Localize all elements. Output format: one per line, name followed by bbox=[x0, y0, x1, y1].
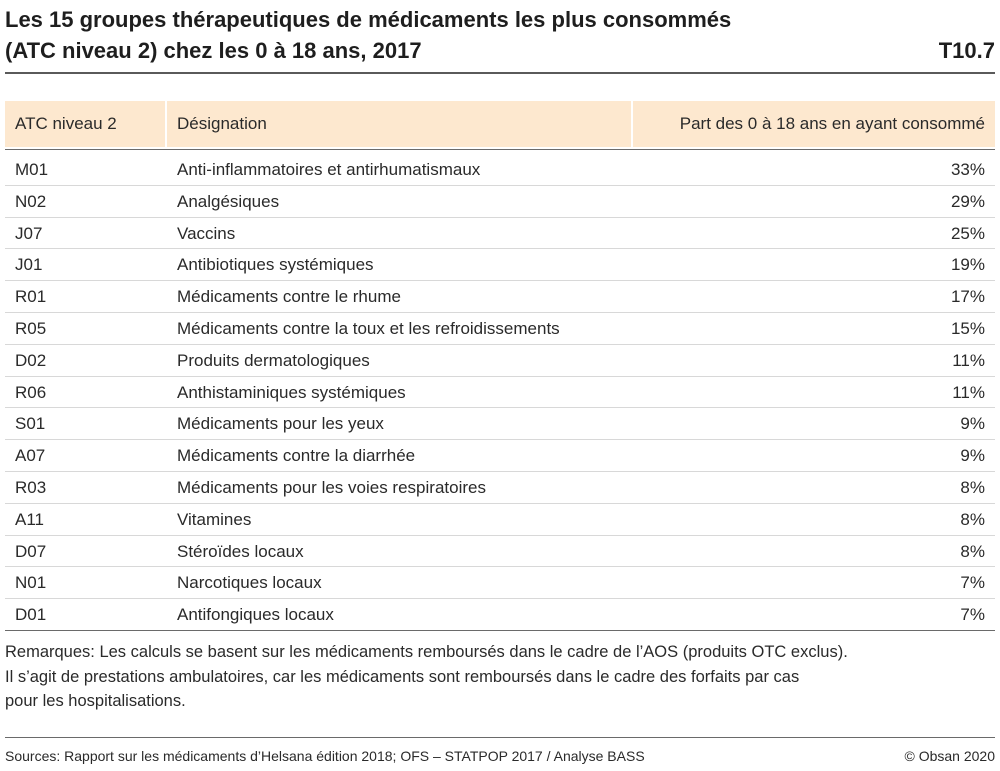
atc-code-cell: R01 bbox=[15, 287, 47, 307]
designation-cell: Antibiotiques systémiques bbox=[177, 255, 374, 275]
column-header-code: ATC niveau 2 bbox=[15, 114, 117, 133]
table-row bbox=[5, 186, 995, 218]
remarks-line-2: Il s’agit de prestations ambulatoires, car les médicaments sont remboursés dans le cadre des forfaits par cas bbox=[5, 667, 800, 686]
atc-code-cell: D01 bbox=[15, 605, 47, 625]
designation-cell: Anti-inflammatoires et antirhumatismaux bbox=[177, 160, 481, 179]
designation-cell: Vaccins bbox=[177, 223, 236, 243]
share-cell: 11% bbox=[952, 350, 985, 370]
share-cell: 19% bbox=[950, 255, 985, 275]
remarks bbox=[5, 640, 995, 714]
table-row bbox=[5, 313, 995, 345]
share-cell: 11% bbox=[952, 382, 985, 402]
atc-code-cell: A11 bbox=[15, 509, 44, 529]
table-row bbox=[5, 504, 995, 536]
page-title bbox=[5, 4, 855, 66]
share-cell: 8% bbox=[960, 477, 985, 497]
table-row bbox=[5, 281, 995, 313]
column-divider bbox=[631, 101, 633, 147]
atc-code-cell: A07 bbox=[15, 446, 46, 466]
designation-cell: Produits dermatologiques bbox=[177, 350, 370, 370]
table-row bbox=[5, 345, 995, 377]
atc-code-cell: R06 bbox=[15, 382, 47, 402]
table-row bbox=[5, 472, 995, 504]
designation-cell: Médicaments pour les yeux bbox=[177, 414, 384, 434]
share-cell: 9% bbox=[960, 446, 985, 466]
share-cell: 7% bbox=[960, 605, 985, 625]
table-row bbox=[5, 377, 995, 409]
header-rule bbox=[5, 149, 995, 150]
atc-code-cell: S01 bbox=[15, 414, 46, 434]
column-header-row bbox=[5, 101, 995, 147]
atc-code-cell: D02 bbox=[15, 350, 47, 370]
share-cell: 25% bbox=[950, 223, 985, 243]
table-header bbox=[5, 2, 995, 74]
share-cell: 33% bbox=[950, 160, 985, 179]
column-header-designation: Désignation bbox=[177, 114, 267, 133]
designation-cell: Médicaments contre la diarrhée bbox=[177, 446, 416, 466]
table-body bbox=[5, 154, 995, 631]
share-cell: 8% bbox=[960, 541, 985, 561]
share-cell: 29% bbox=[950, 191, 985, 211]
designation-cell: Antifongiques locaux bbox=[177, 605, 334, 625]
designation-cell: Vitamines bbox=[177, 509, 252, 529]
table-row bbox=[5, 249, 995, 281]
share-cell: 15% bbox=[950, 318, 985, 338]
atc-code-cell: J01 bbox=[15, 255, 43, 275]
atc-code-cell: M01 bbox=[15, 160, 49, 179]
table-row bbox=[5, 408, 995, 440]
atc-code-cell: N01 bbox=[15, 573, 47, 593]
designation-cell: Narcotiques locaux bbox=[177, 573, 322, 593]
title-line-2: (ATC niveau 2) chez les 0 à 18 ans, 2017 bbox=[5, 38, 422, 63]
table-row bbox=[5, 599, 995, 631]
atc-code-cell: R05 bbox=[15, 318, 47, 338]
atc-code-cell: R03 bbox=[15, 477, 47, 497]
copyright: © Obsan 2020 bbox=[904, 748, 995, 764]
share-cell: 9% bbox=[960, 414, 985, 434]
designation-cell: Analgésiques bbox=[177, 191, 280, 211]
designation-cell: Médicaments pour les voies respiratoires bbox=[177, 477, 486, 497]
atc-code-cell: J07 bbox=[15, 223, 43, 243]
footer-rule bbox=[5, 737, 995, 738]
table-row bbox=[5, 440, 995, 472]
remarks-line-3: pour les hospitalisations. bbox=[5, 692, 186, 710]
table-row bbox=[5, 218, 995, 250]
share-cell: 7% bbox=[960, 573, 985, 593]
share-cell: 8% bbox=[960, 509, 985, 529]
remarks-line-1: Remarques: Les calculs se basent sur les médicaments remboursés dans le cadre de l’AOS (produits OTC exclus). bbox=[5, 643, 848, 661]
atc-code-cell: N02 bbox=[15, 191, 47, 211]
designation-cell: Anthistaminiques systémiques bbox=[177, 382, 406, 402]
sources-note: Sources: Rapport sur les médicaments d’Helsana édition 2018; OFS – STATPOP 2017 / Analyse BASS bbox=[5, 748, 645, 764]
column-header-share: Part des 0 à 18 ans en ayant consommé bbox=[679, 114, 985, 133]
column-divider bbox=[165, 101, 167, 147]
designation-cell: Médicaments contre la toux et les refroidissements bbox=[177, 318, 560, 338]
table-row bbox=[5, 567, 995, 599]
table-id: T10.7 bbox=[938, 38, 995, 63]
designation-cell: Stéroïdes locaux bbox=[177, 541, 304, 561]
designation-cell: Médicaments contre le rhume bbox=[177, 287, 401, 307]
title-line-1: Les 15 groupes thérapeutiques de médicaments les plus consommés bbox=[5, 7, 732, 32]
table-row bbox=[5, 536, 995, 568]
table-row bbox=[5, 154, 995, 186]
share-cell: 17% bbox=[950, 287, 985, 307]
atc-code-cell: D07 bbox=[15, 541, 47, 561]
